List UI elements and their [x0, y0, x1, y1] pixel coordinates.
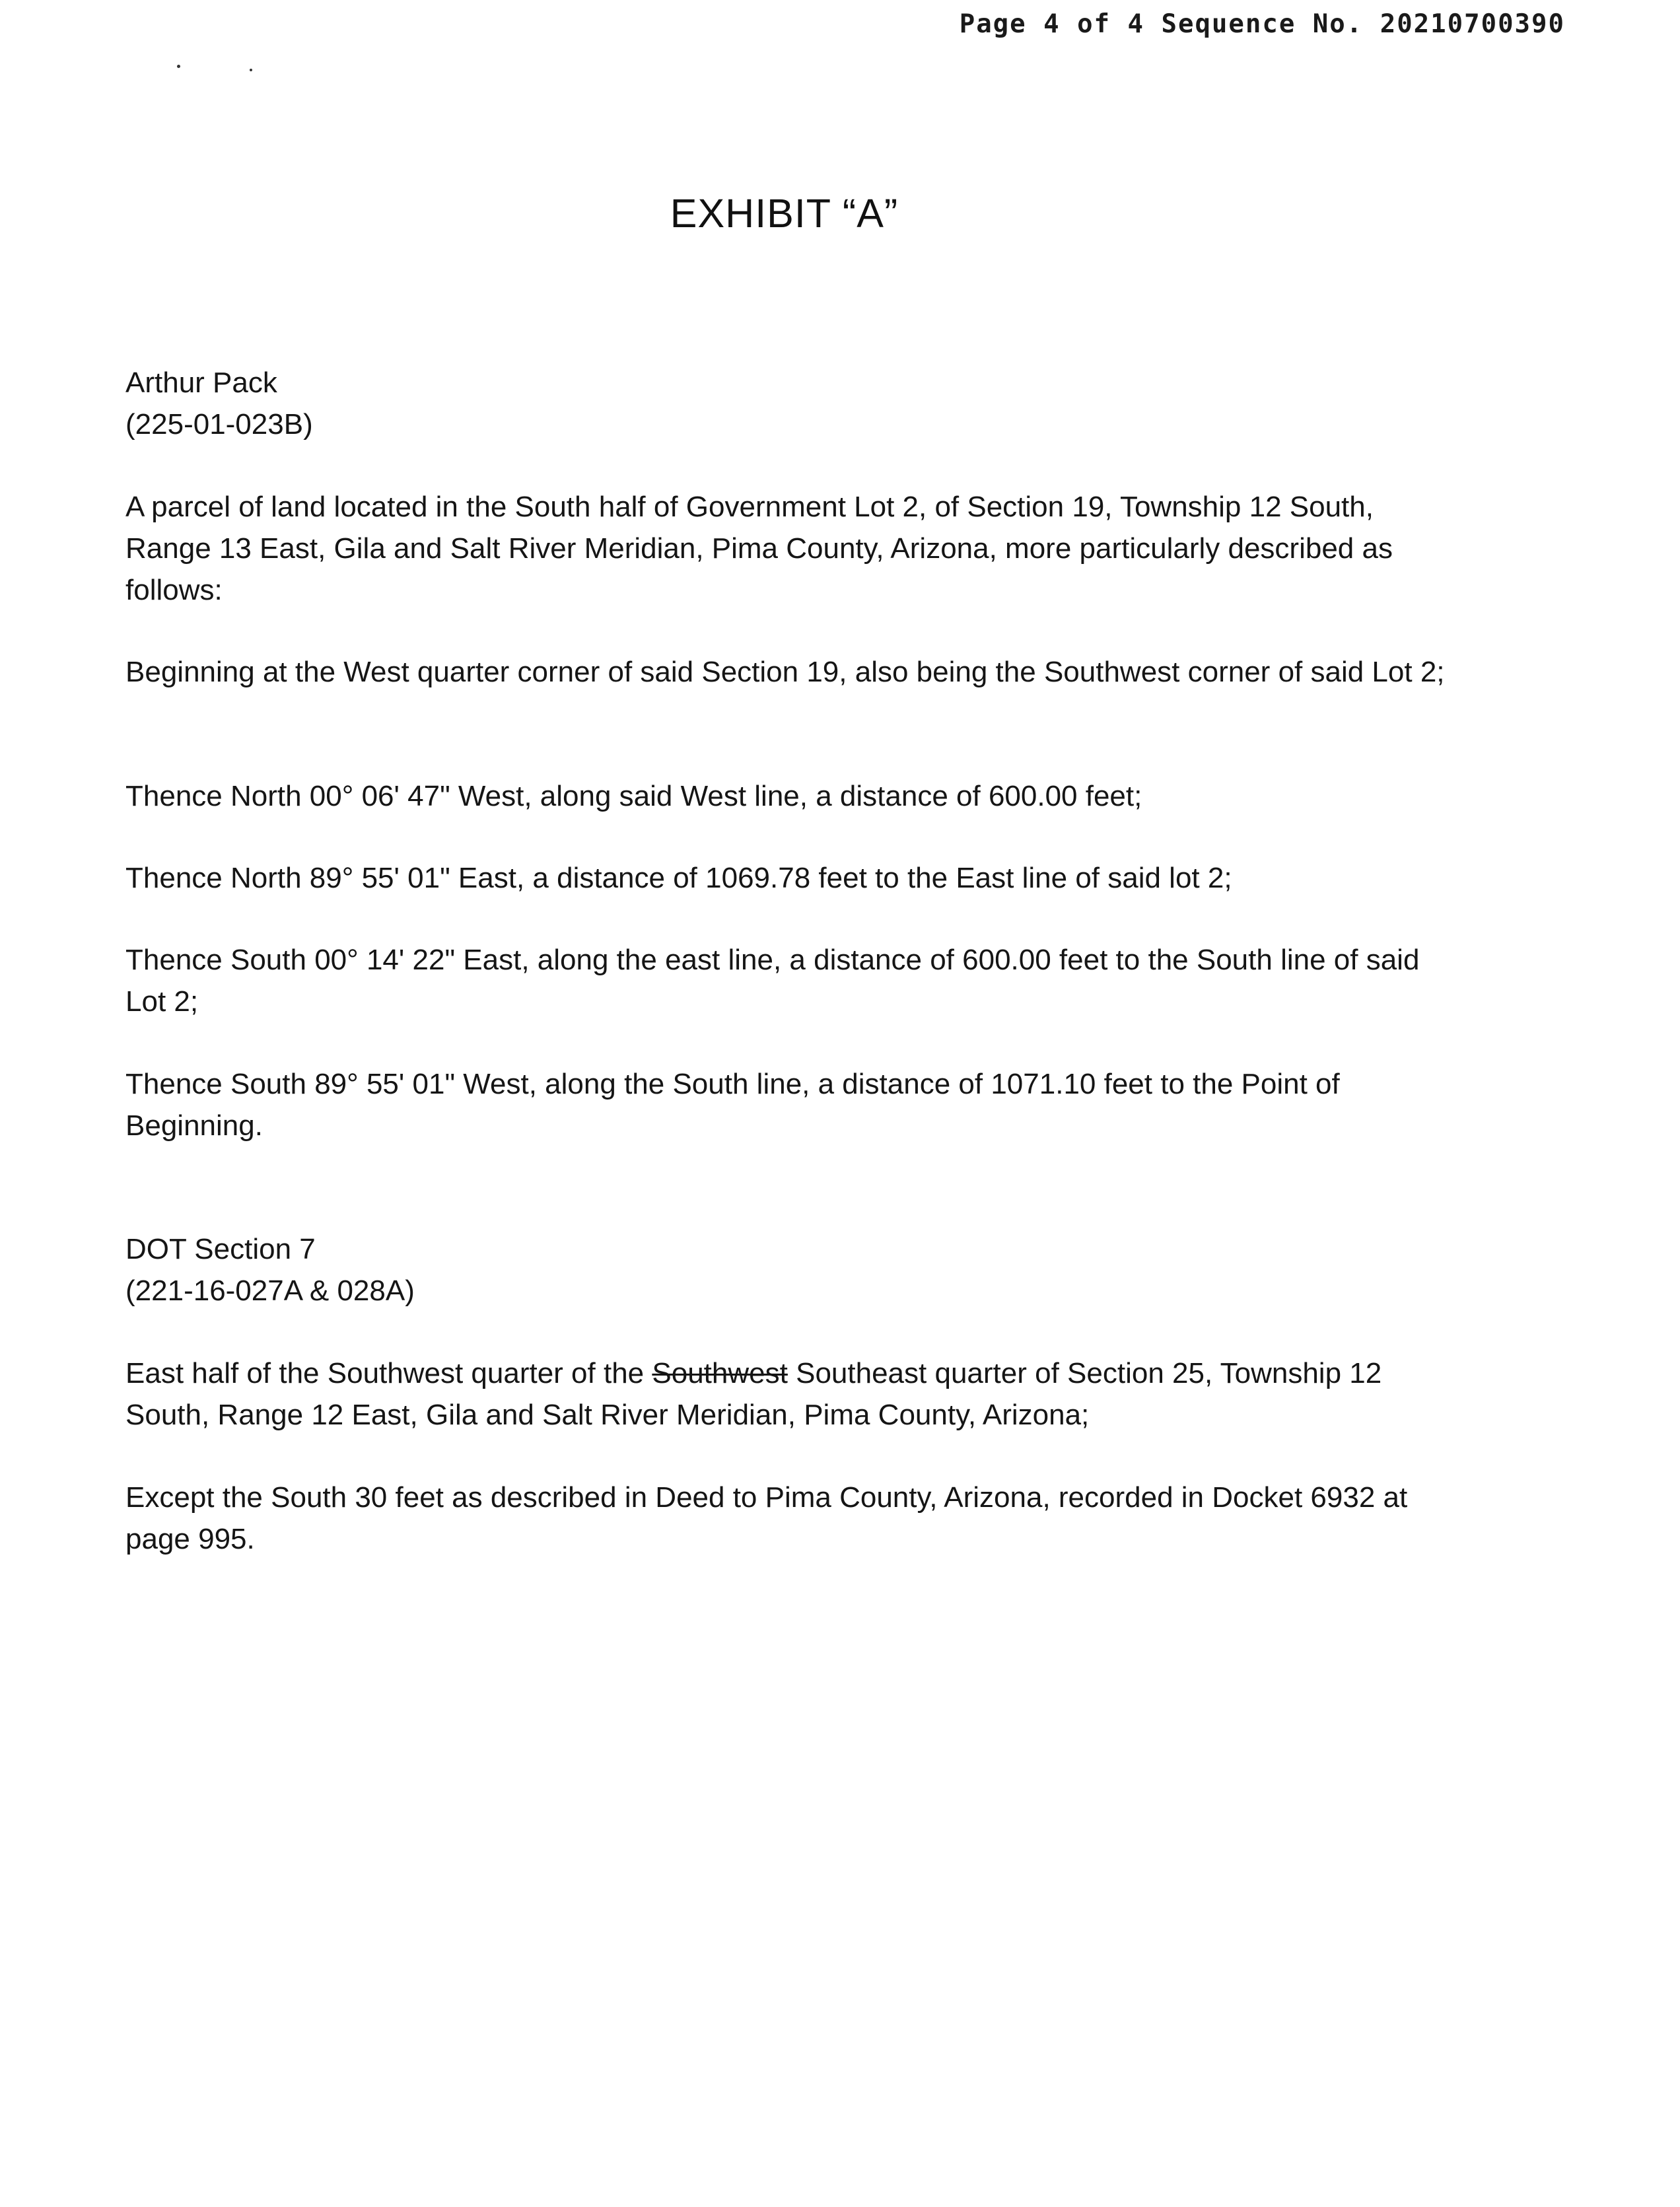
course-3-text: Thence South 00° 14' 22" East, along the east line, a distance of 600.00 feet to the South line of said Lot 2;: [125, 944, 1420, 1018]
parcel2-description: [125, 1352, 1466, 1436]
parcel1-owner: Arthur Pack: [125, 367, 277, 399]
parcel1-course-1: [125, 775, 1466, 817]
parcel1-intro: [125, 486, 1466, 611]
parcel2-id: (221-16-027A & 028A): [125, 1275, 415, 1307]
page-sequence-stamp: Page 4 of 4 Sequence No. 20210700390: [959, 9, 1565, 39]
parcel1-course-4: [125, 1063, 1466, 1146]
parcel1-heading: [125, 362, 1466, 445]
scan-speck: [250, 69, 252, 71]
exhibit-title: EXHIBIT “A”: [670, 191, 899, 236]
parcel1-intro-text: A parcel of land located in the South half of Government Lot 2, of Section 19, Township 12 South, Range 13 East, Gila and Salt River Meridian, Pima County, Arizona, more particularly described as follows:: [125, 491, 1393, 606]
parcel2-heading: [125, 1228, 1466, 1312]
exception-text: Except the South 30 feet as described in Deed to Pima County, Arizona, recorded in Docket 6932 at page 995.: [125, 1481, 1408, 1555]
course-1-text: Thence North 00° 06' 47" West, along said West line, a distance of 600.00 feet;: [125, 780, 1142, 812]
struck-text: Southwest: [652, 1357, 788, 1389]
description-part-2: Southeast quarter of Section 25, Township 12 South, Range 12 East, Gila and Salt River Meridian, Pima County, Arizona;: [125, 1357, 1382, 1431]
parcel2-description-text: [125, 1352, 1466, 1436]
parcel1-course-2: [125, 857, 1466, 899]
course-2-text: Thence North 89° 55' 01" East, a distance of 1069.78 feet to the East line of said lot 2;: [125, 862, 1232, 894]
parcel1-beginning-text: Beginning at the West quarter corner of said Section 19, also being the Southwest corner of said Lot 2;: [125, 656, 1445, 688]
parcel1-beginning: [125, 651, 1466, 693]
course-4-text: Thence South 89° 55' 01" West, along the South line, a distance of 1071.10 feet to the Point of Beginning.: [125, 1068, 1340, 1142]
scan-speck: [177, 65, 180, 68]
parcel2-owner: DOT Section 7: [125, 1233, 316, 1265]
parcel2-exception: [125, 1477, 1466, 1560]
parcel1-id: (225-01-023B): [125, 408, 313, 440]
description-part-1: East half of the Southwest quarter of the: [125, 1357, 645, 1389]
parcel1-course-3: [125, 939, 1466, 1022]
